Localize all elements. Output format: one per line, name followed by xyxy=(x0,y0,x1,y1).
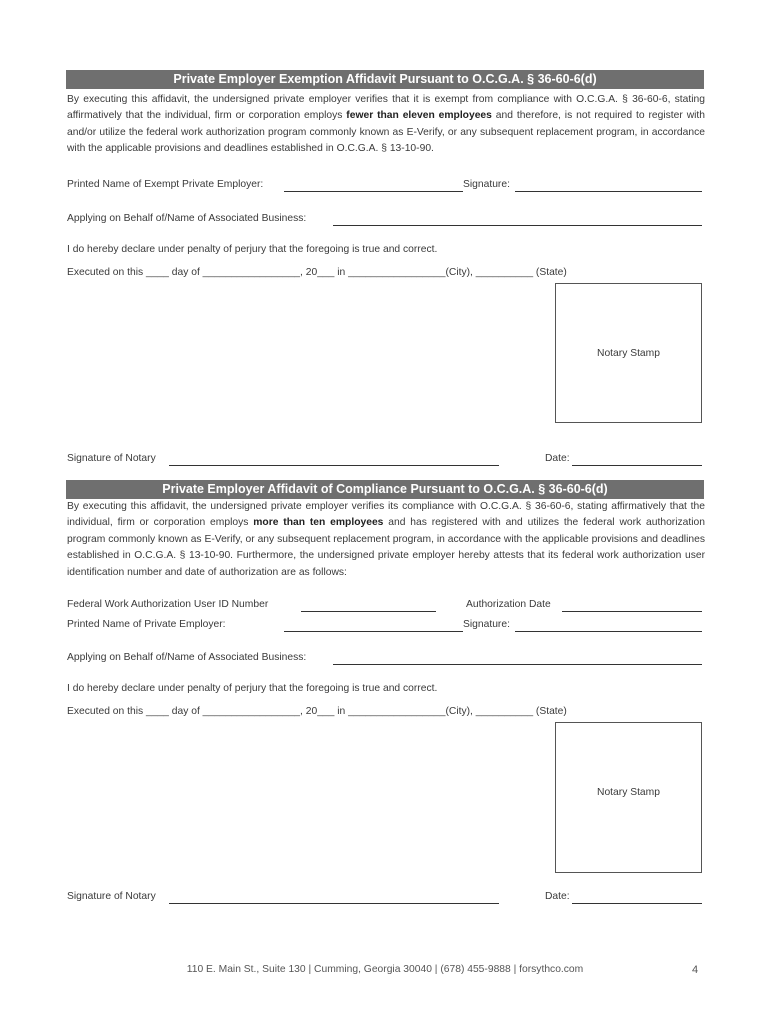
section2-paragraph-start: By executing this affidavit, the undersigned private employer verifies its compliance with O.C.G.A. § 36-60-6, stating affirmatively that the individual, firm or corporation employs xyxy=(67,501,705,529)
section1-title: Private Employer Exemption Affidavit Pursuant to O.C.G.A. § 36-60-6(d) xyxy=(66,70,704,89)
authorization-date-label: Authorization Date xyxy=(466,599,551,610)
page-number: 4 xyxy=(692,964,699,976)
executed-line[interactable]: Executed on this ____ day of _________________, 20___ in _________________(City), __________ (State) xyxy=(67,267,567,278)
section2-paragraph-emphasis: more than ten employees xyxy=(253,517,384,529)
printed-name-label: Printed Name of Exempt Private Employer: xyxy=(67,179,264,190)
section1-paragraph xyxy=(67,92,705,158)
notary-signature-label-2: Signature of Notary xyxy=(67,891,156,902)
authorization-date-field[interactable] xyxy=(562,611,702,612)
date-label: Date: xyxy=(545,453,570,464)
business-name-field[interactable] xyxy=(333,225,702,226)
notary-stamp-box xyxy=(555,283,702,423)
applying-label-2: Applying on Behalf of/Name of Associated Business: xyxy=(67,652,307,663)
applying-label: Applying on Behalf of/Name of Associated Business: xyxy=(67,213,307,224)
section2-paragraph xyxy=(67,499,705,581)
date-label-2: Date: xyxy=(545,891,570,902)
executed-line-2[interactable]: Executed on this ____ day of _________________, 20___ in _________________(City), __________ (State) xyxy=(67,706,567,717)
business-name-field-2[interactable] xyxy=(333,664,702,665)
perjury-declaration-2: I do hereby declare under penalty of perjury that the foregoing is true and correct. xyxy=(67,683,438,694)
user-id-label: Federal Work Authorization User ID Number xyxy=(67,599,269,610)
notary-stamp-box-2 xyxy=(555,722,702,873)
notary-stamp-label: Notary Stamp xyxy=(597,348,660,359)
footer-address: 110 E. Main St., Suite 130 | Cumming, Georgia 30040 | (678) 455-9888 | forsythco.com xyxy=(186,964,584,975)
date-field[interactable] xyxy=(572,465,702,466)
section1-paragraph-end: and therefore, is not required to register with and/or utilize the federal work authorization program commonly known as E-Verify, or any subsequent replacement program, in accordance with the applicable provisions and deadlines established in O.C.G.A. § 13-10-90. xyxy=(67,110,706,155)
perjury-declaration: I do hereby declare under penalty of perjury that the foregoing is true and correct. xyxy=(67,244,438,255)
notary-stamp-label-2: Notary Stamp xyxy=(597,787,660,798)
signature-field-2[interactable] xyxy=(515,631,702,632)
printed-name-field-2[interactable] xyxy=(284,631,463,632)
date-field-2[interactable] xyxy=(572,903,702,904)
signature-label: Signature: xyxy=(463,179,510,190)
signature-label-2: Signature: xyxy=(463,619,510,630)
section1-paragraph-emphasis: fewer than eleven employees xyxy=(346,110,492,122)
printed-name-field[interactable] xyxy=(284,191,463,192)
section2-title: Private Employer Affidavit of Compliance Pursuant to O.C.G.A. § 36-60-6(d) xyxy=(66,480,704,499)
section2-paragraph-end: and has registered with and utilizes the federal work authorization program commonly known as E-Verify, or any subsequent replacement program, in accordance with the applicable provisions and deadlines established in O.C.G.A. § 13-10-90. Furthermore, the undersigned private employer hereby attests that its federal work authorization user identification number and date of authorization are as follows: xyxy=(67,517,705,578)
section1-paragraph-start: By executing this affidavit, the undersigned private employer verifies that it is exempt from compliance with O.C.G.A. § 36-60-6, stating affirmatively that the individual, firm or corporation employs xyxy=(67,94,705,122)
signature-field[interactable] xyxy=(515,191,702,192)
notary-signature-field-2[interactable] xyxy=(169,903,499,904)
notary-signature-field[interactable] xyxy=(169,465,499,466)
printed-name-label-2: Printed Name of Private Employer: xyxy=(67,619,226,630)
notary-signature-label: Signature of Notary xyxy=(67,453,156,464)
user-id-field[interactable] xyxy=(301,611,436,612)
